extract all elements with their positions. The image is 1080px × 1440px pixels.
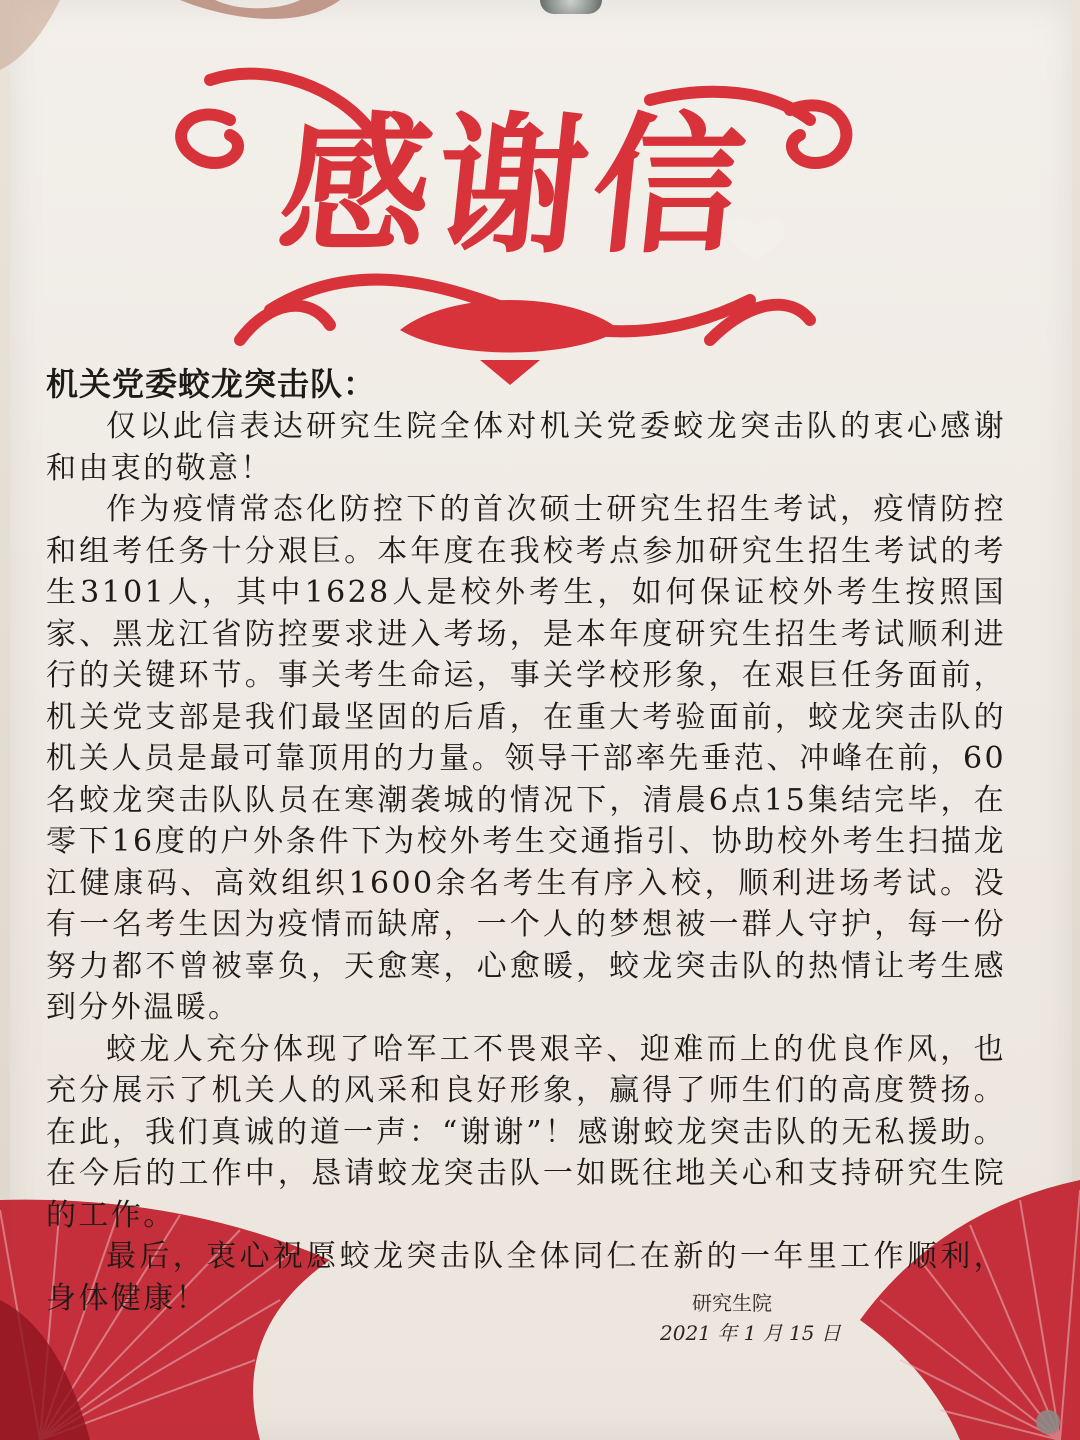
letter-paragraph: 最后，衷心祝愿蛟龙突击队全体同仁在新的一年里工作顺利，身体健康！: [46, 1239, 1006, 1316]
signature-date: 2021 年 1 月 15 日: [660, 1321, 841, 1345]
signature-organization: 研究生院: [692, 1291, 772, 1315]
letter-salutation: 机关党委蛟龙突击队：: [46, 365, 377, 403]
letter-paragraph: 作为疫情常态化防控下的首次硕士研究生招生考试，疫情防控和组考任务十分艰巨。本年度在我校考点参加研究生招生考试的考生3101人，其中1628人是校外考生，如何保证校外考生按照国家、黑龙江省防控要求进入考场，是本年度研究生招生考试顺利进行的关键环节。事关考生命运，事关学校形象，在艰巨任务面前，机关党支部是我们最坚固的后盾，在重大考验面前，蛟龙突击队的机关人员是最可靠顶用的力量。领导干部率先垂范、冲峰在前，60名蛟龙突击队队员在寒潮袭城的情况下，清晨6点15集结完毕，在零下16度的户外条件下为校外考生交通指引、协助校外考生扫描龙江健康码、高效组织1600余名考生有序入校，顺利进场考试。没有一名考生因为疫情而缺席，一个人的梦想被一群人守护，每一份努力都不曾被辜负，天愈寒，心愈暖，蛟龙突击队的热情让考生感到分外温暖。: [46, 492, 1006, 1025]
letter-paragraph: 蛟龙人充分体现了哈军工不畏艰辛、迎难而上的优良作风，也充分展示了机关人的风采和良好形象，赢得了师生们的高度赞扬。在此，我们真诚的道一声：“谢谢”！感谢蛟龙突击队的无私援助。在今后的工作中，恳请蛟龙突击队一如既往地关心和支持研究生院的工作。: [46, 1031, 1006, 1233]
letter-body: [46, 362, 1006, 1319]
letter-signature: [660, 1288, 860, 1348]
letter-paragraph: 仅以此信表达研究生院全体对机关党委蛟龙突击队的衷心感谢和由衷的敬意！: [46, 409, 1006, 486]
letter-title: 感谢信: [271, 100, 759, 274]
pushpin-icon: [540, 0, 602, 14]
